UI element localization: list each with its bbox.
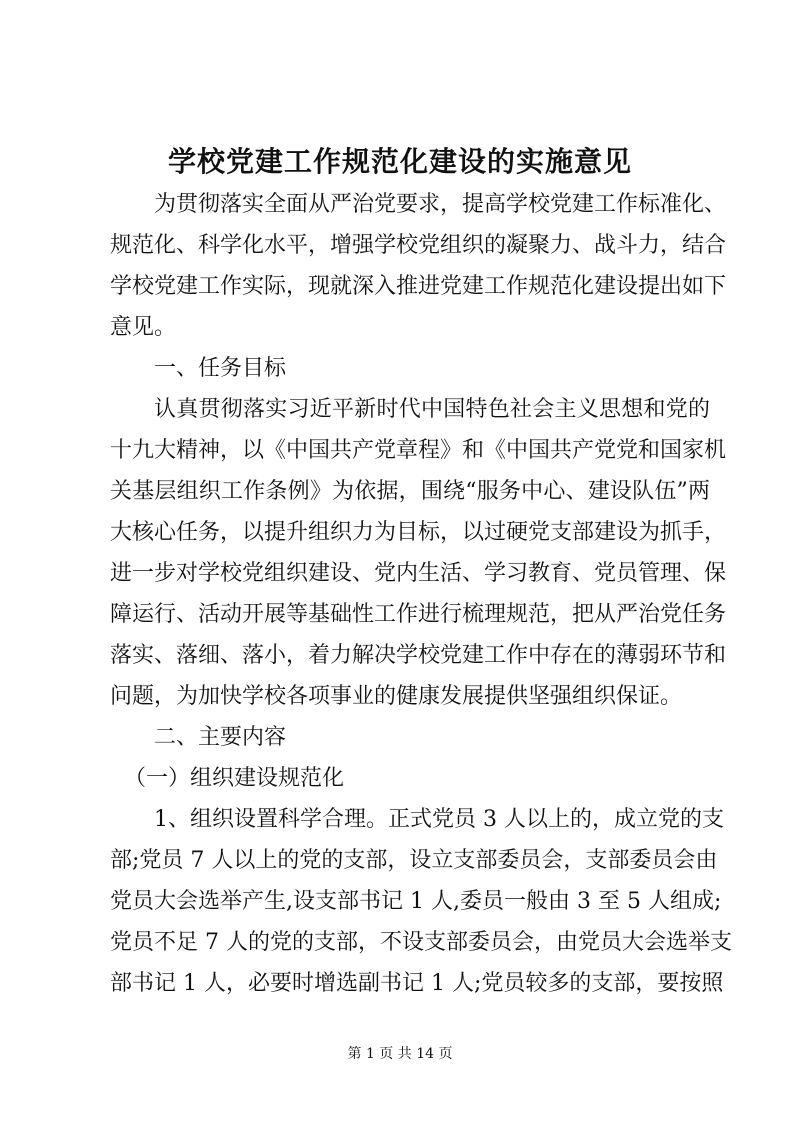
paragraph-line: 问题，为加快学校各项事业的健康发展提供坚强组织保证。	[110, 684, 683, 709]
document-title: 学校党建工作规范化建设的实施意见	[167, 145, 632, 178]
paragraph-line: 1、组织设置科学合理。正式党员 3 人以上的，成立党的支	[154, 807, 724, 832]
page-number: 第 1 页 共 14 页	[347, 1046, 453, 1062]
paragraph-line: 认真贯彻落实习近平新时代中国特色社会主义思想和党的	[154, 397, 710, 422]
paragraph-line: 意见。	[110, 315, 177, 340]
paragraph-line: 学校党建工作实际，现就深入推进党建工作规范化建设提出如下	[110, 274, 727, 299]
paragraph-line: 为贯彻落实全面从严治党要求，提高学校党建工作标准化、	[154, 192, 727, 217]
paragraph-line: 部;党员 7 人以上的党的支部，设立支部委员会，支部委员会由	[110, 848, 718, 873]
subsection-heading: （一）组织建设规范化	[124, 766, 345, 791]
paragraph-line: 落实、落细、落小，着力解决学校党建工作中存在的薄弱环节和	[110, 643, 727, 668]
section-heading: 二、主要内容	[154, 725, 287, 750]
section-heading: 一、任务目标	[154, 356, 287, 381]
paragraph-line: 部书记 1 人，必要时增选副书记 1 人;党员较多的支部，要按照	[110, 971, 724, 996]
paragraph-line: 关基层组织工作条例》为依据，围绕“服务中心、建设队伍”两	[110, 479, 710, 504]
paragraph-line: 进一步对学校党组织建设、党内生活、学习教育、党员管理、保	[110, 561, 727, 586]
paragraph-line: 障运行、活动开展等基础性工作进行梳理规范，把从严治党任务	[110, 602, 727, 627]
paragraph-line: 党员不足 7 人的党的支部，不设支部委员会，由党员大会选举支	[110, 930, 732, 955]
paragraph-line: 大核心任务，以提升组织力为目标，以过硬党支部建设为抓手，	[110, 520, 727, 545]
paragraph-line: 党员大会选举产生,设支部书记 1 人,委员一般由 3 至 5 人组成;	[110, 889, 722, 914]
paragraph-line: 十九大精神，以《中国共产党章程》和《中国共产党党和国家机	[110, 438, 727, 463]
paragraph-line: 规范化、科学化水平，增强学校党组织的凝聚力、战斗力，结合	[110, 233, 727, 258]
